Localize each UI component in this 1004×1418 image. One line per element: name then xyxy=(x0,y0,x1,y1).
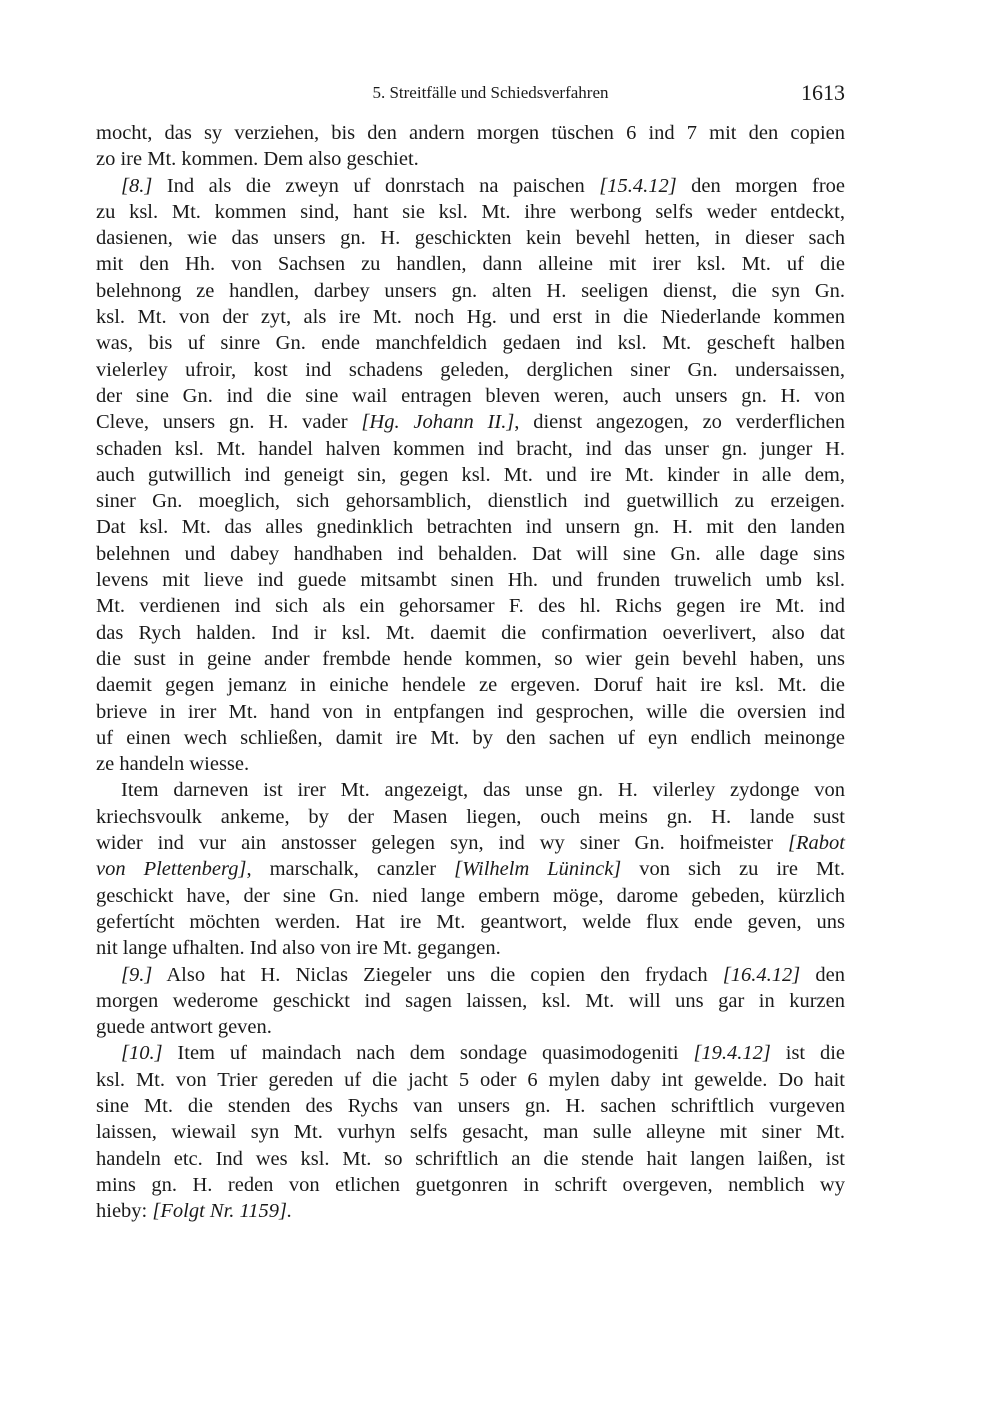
text-segment: von sich zu ire Mt. xyxy=(621,858,846,881)
text-line xyxy=(96,567,845,593)
text-line xyxy=(96,225,845,251)
running-title: 5. Streitfälle und Schiedsverfahren xyxy=(372,83,609,102)
text-line xyxy=(96,962,845,988)
text-segment: das Rych halden. Ind ir ksl. Mt. daemit die confirmation oeverlivert, also dat xyxy=(96,621,845,644)
running-header xyxy=(96,80,845,108)
text-segment: Cleve, unsers gn. H. vader xyxy=(96,411,362,434)
text-segment: daemit gegen jemanz in einiche hendele ze ergeven. Doruf hait ire ksl. Mt. die xyxy=(96,674,845,697)
text-segment: ist die xyxy=(770,1042,845,1065)
text-line xyxy=(96,1119,845,1145)
text-segment: Also hat H. Niclas Ziegeler uns die copien den frydach xyxy=(152,963,723,986)
text-line xyxy=(96,804,845,830)
text-segment: Item uf maindach nach dem sondage quasimodogeniti xyxy=(162,1042,694,1065)
text-segment: brieve in irer Mt. hand von in entpfangen ind gesprochen, wille die oversien ind xyxy=(96,700,845,723)
editorial-annotation: [19.4.12] xyxy=(693,1042,771,1065)
text-line xyxy=(96,1172,845,1198)
text-line xyxy=(96,436,845,462)
text-line xyxy=(96,699,845,725)
text-line xyxy=(96,383,845,409)
text-line xyxy=(96,1067,845,1093)
text-line xyxy=(96,199,845,225)
text-line xyxy=(96,514,845,540)
editorial-annotation: [Wilhelm Lüninck] xyxy=(454,858,622,881)
text-line xyxy=(96,620,845,646)
paragraph xyxy=(96,173,845,778)
paragraph xyxy=(96,120,845,173)
text-segment: morgen wederome geschickt ind sagen laissen, ksl. Mt. will uns gar in kurzen xyxy=(96,989,845,1012)
text-segment: mocht, das sy verziehen, bis den andern morgen tüschen 6 ind 7 mit den copien xyxy=(96,122,845,144)
text-segment: ze handeln wiesse. xyxy=(96,753,250,776)
text-segment: nit lange ufhalten. Ind also von ire Mt. gegangen. xyxy=(96,937,501,960)
paragraph xyxy=(96,962,845,1041)
text-segment: mit den Hh. von Sachsen zu handlen, dann alleine mit irer ksl. Mt. uf die xyxy=(96,253,845,276)
text-line xyxy=(96,935,845,961)
editorial-annotation: [16.4.12] xyxy=(722,963,801,986)
text-segment: gefertícht möchten werden. Hat ire Mt. geantwort, welde flux ende geven, uns xyxy=(96,910,845,933)
editorial-annotation: [8.] xyxy=(121,174,153,197)
text-line xyxy=(96,1093,845,1119)
text-segment: zo ire Mt. kommen. Dem also geschiet. xyxy=(96,148,419,171)
text-segment: geschickt have, der sine Gn. nied lange embern möge, darome gebeden, kürzlich xyxy=(96,884,845,907)
text-line xyxy=(96,725,845,751)
page-number: 1613 xyxy=(801,80,845,105)
text-segment: hieby: xyxy=(96,1200,153,1223)
text-segment: Dat ksl. Mt. das alles gnedinklich betrachten ind unsern gn. H. mit den landen xyxy=(96,516,845,539)
text-segment: den xyxy=(800,963,845,986)
text-line xyxy=(96,330,845,356)
text-segment: schaden ksl. Mt. handel halven kommen ind bracht, ind das unser gn. junger H. xyxy=(96,437,845,460)
paragraph xyxy=(96,777,845,961)
text-line xyxy=(96,1146,845,1172)
text-segment: Mt. verdienen ind sich als ein gehorsamer F. des hl. Richs gegen ire Mt. ind xyxy=(96,595,845,618)
text-segment: sine Mt. die stenden des Rychs van unsers gn. H. sachen schriftlich vurgeven xyxy=(96,1094,845,1117)
editorial-annotation: [15.4.12] xyxy=(599,174,677,197)
text-segment: vielerley ufroir, kost ind schadens geleden, derglichen siner Gn. undersaissen, xyxy=(96,358,845,381)
editorial-annotation: [Rabot xyxy=(788,832,845,855)
text-segment: handeln etc. Ind wes ksl. Mt. so schriftlich an die stende hait langen laißen, ist xyxy=(96,1147,845,1170)
text-segment: siner Gn. moeglich, sich gehorsamblich, dienstlich ind guetwillich zu erzeigen. xyxy=(96,490,845,513)
text-segment: auch gutwillich ind geneigt sin, gegen ksl. Mt. und ire Mt. kinder in alle dem, xyxy=(96,463,845,486)
text-segment: kriechsvoulk ankeme, by der Masen liegen, ouch meins gn. H. lande sust xyxy=(96,805,845,828)
text-line xyxy=(96,120,845,146)
text-segment: guede antwort geven. xyxy=(96,1016,272,1039)
text-segment: laissen, wiewail syn Mt. vurhyn selfs gesacht, man sulle alleyne mit siner Mt. xyxy=(96,1121,845,1144)
text-line xyxy=(96,593,845,619)
text-line xyxy=(96,646,845,672)
text-line xyxy=(96,988,845,1014)
text-line xyxy=(96,883,845,909)
text-segment: zu ksl. Mt. kommen sind, hant sie ksl. Mt. ihre werbong selfs weder entdeckt, xyxy=(96,200,845,223)
text-line xyxy=(96,488,845,514)
text-line xyxy=(96,751,845,777)
text-segment: , marschalk, canzler xyxy=(246,858,455,881)
text-segment: belehnen und dabey handhaben ind behalden. Dat will sine Gn. alle dage sins xyxy=(96,542,845,565)
editorial-annotation: von Plettenberg] xyxy=(96,858,247,881)
text-segment: ksl. Mt. von der zyt, als ire Mt. noch Hg. und erst in die Niederlande kommen xyxy=(96,306,845,329)
editorial-annotation: [Folgt Nr. 1159]. xyxy=(152,1200,293,1223)
text-segment: dasienen, wie das unsers gn. H. geschickten kein bevehl hetten, in dieser sach xyxy=(96,227,845,250)
text-line xyxy=(96,672,845,698)
text-segment: wider ind vur ain anstosser gelegen syn, ind wy siner Gn. hoifmeister xyxy=(96,832,789,855)
text-line xyxy=(96,409,845,435)
text-line xyxy=(96,1040,845,1066)
text-line xyxy=(96,541,845,567)
text-line xyxy=(96,357,845,383)
text-line xyxy=(96,909,845,935)
text-line xyxy=(96,1198,845,1224)
text-segment: levens mit lieve ind guede mitsambt sinen Hh. und frunden truwelich umb ksl. xyxy=(96,569,845,592)
text-segment: Item darneven ist irer Mt. angezeigt, das unse gn. H. vilerley zydonge von xyxy=(121,779,845,802)
text-line xyxy=(96,304,845,330)
text-segment: mins gn. H. reden von etlichen guetgonren in schrift overgeven, nemblich wy xyxy=(96,1173,845,1196)
text-line xyxy=(96,462,845,488)
text-line xyxy=(96,146,845,172)
text-segment: der sine Gn. ind die sine wail entragen bleven weren, auch unsers gn. H. von xyxy=(96,384,845,407)
text-segment: belehnong ze handlen, darbey unsers gn. alten H. seeligen dienst, die syn Gn. xyxy=(96,279,845,302)
text-line xyxy=(96,856,845,882)
text-line xyxy=(96,251,845,277)
text-segment: den morgen froe xyxy=(676,174,845,197)
text-segment: Ind als die zweyn uf donrstach na paischen xyxy=(152,174,600,197)
editorial-annotation: [10.] xyxy=(121,1042,163,1065)
text-line xyxy=(96,830,845,856)
text-line xyxy=(96,278,845,304)
text-line xyxy=(96,777,845,803)
text-line xyxy=(96,1014,845,1040)
text-segment: was, bis uf sinre Gn. ende manchfeldich gedaen ind ksl. Mt. gescheft halben xyxy=(96,332,845,355)
body-text xyxy=(96,120,845,1224)
text-line xyxy=(96,173,845,199)
editorial-annotation: [9.] xyxy=(121,963,153,986)
editorial-annotation: [Hg. Johann II.] xyxy=(361,411,515,434)
text-segment: ksl. Mt. von Trier gereden uf die jacht 5 oder 6 mylen daby int gewelde. Do hait xyxy=(96,1068,845,1091)
paragraph xyxy=(96,1040,845,1224)
text-segment: , dienst angezogen, zo verderflichen xyxy=(514,411,845,434)
text-segment: uf einen wech schließen, damit ire Mt. by den sachen uf eyn endlich meinonge xyxy=(96,726,845,749)
text-segment: die sust in geine ander frembde hende kommen, so wier gein bevehl haben, uns xyxy=(96,647,845,670)
